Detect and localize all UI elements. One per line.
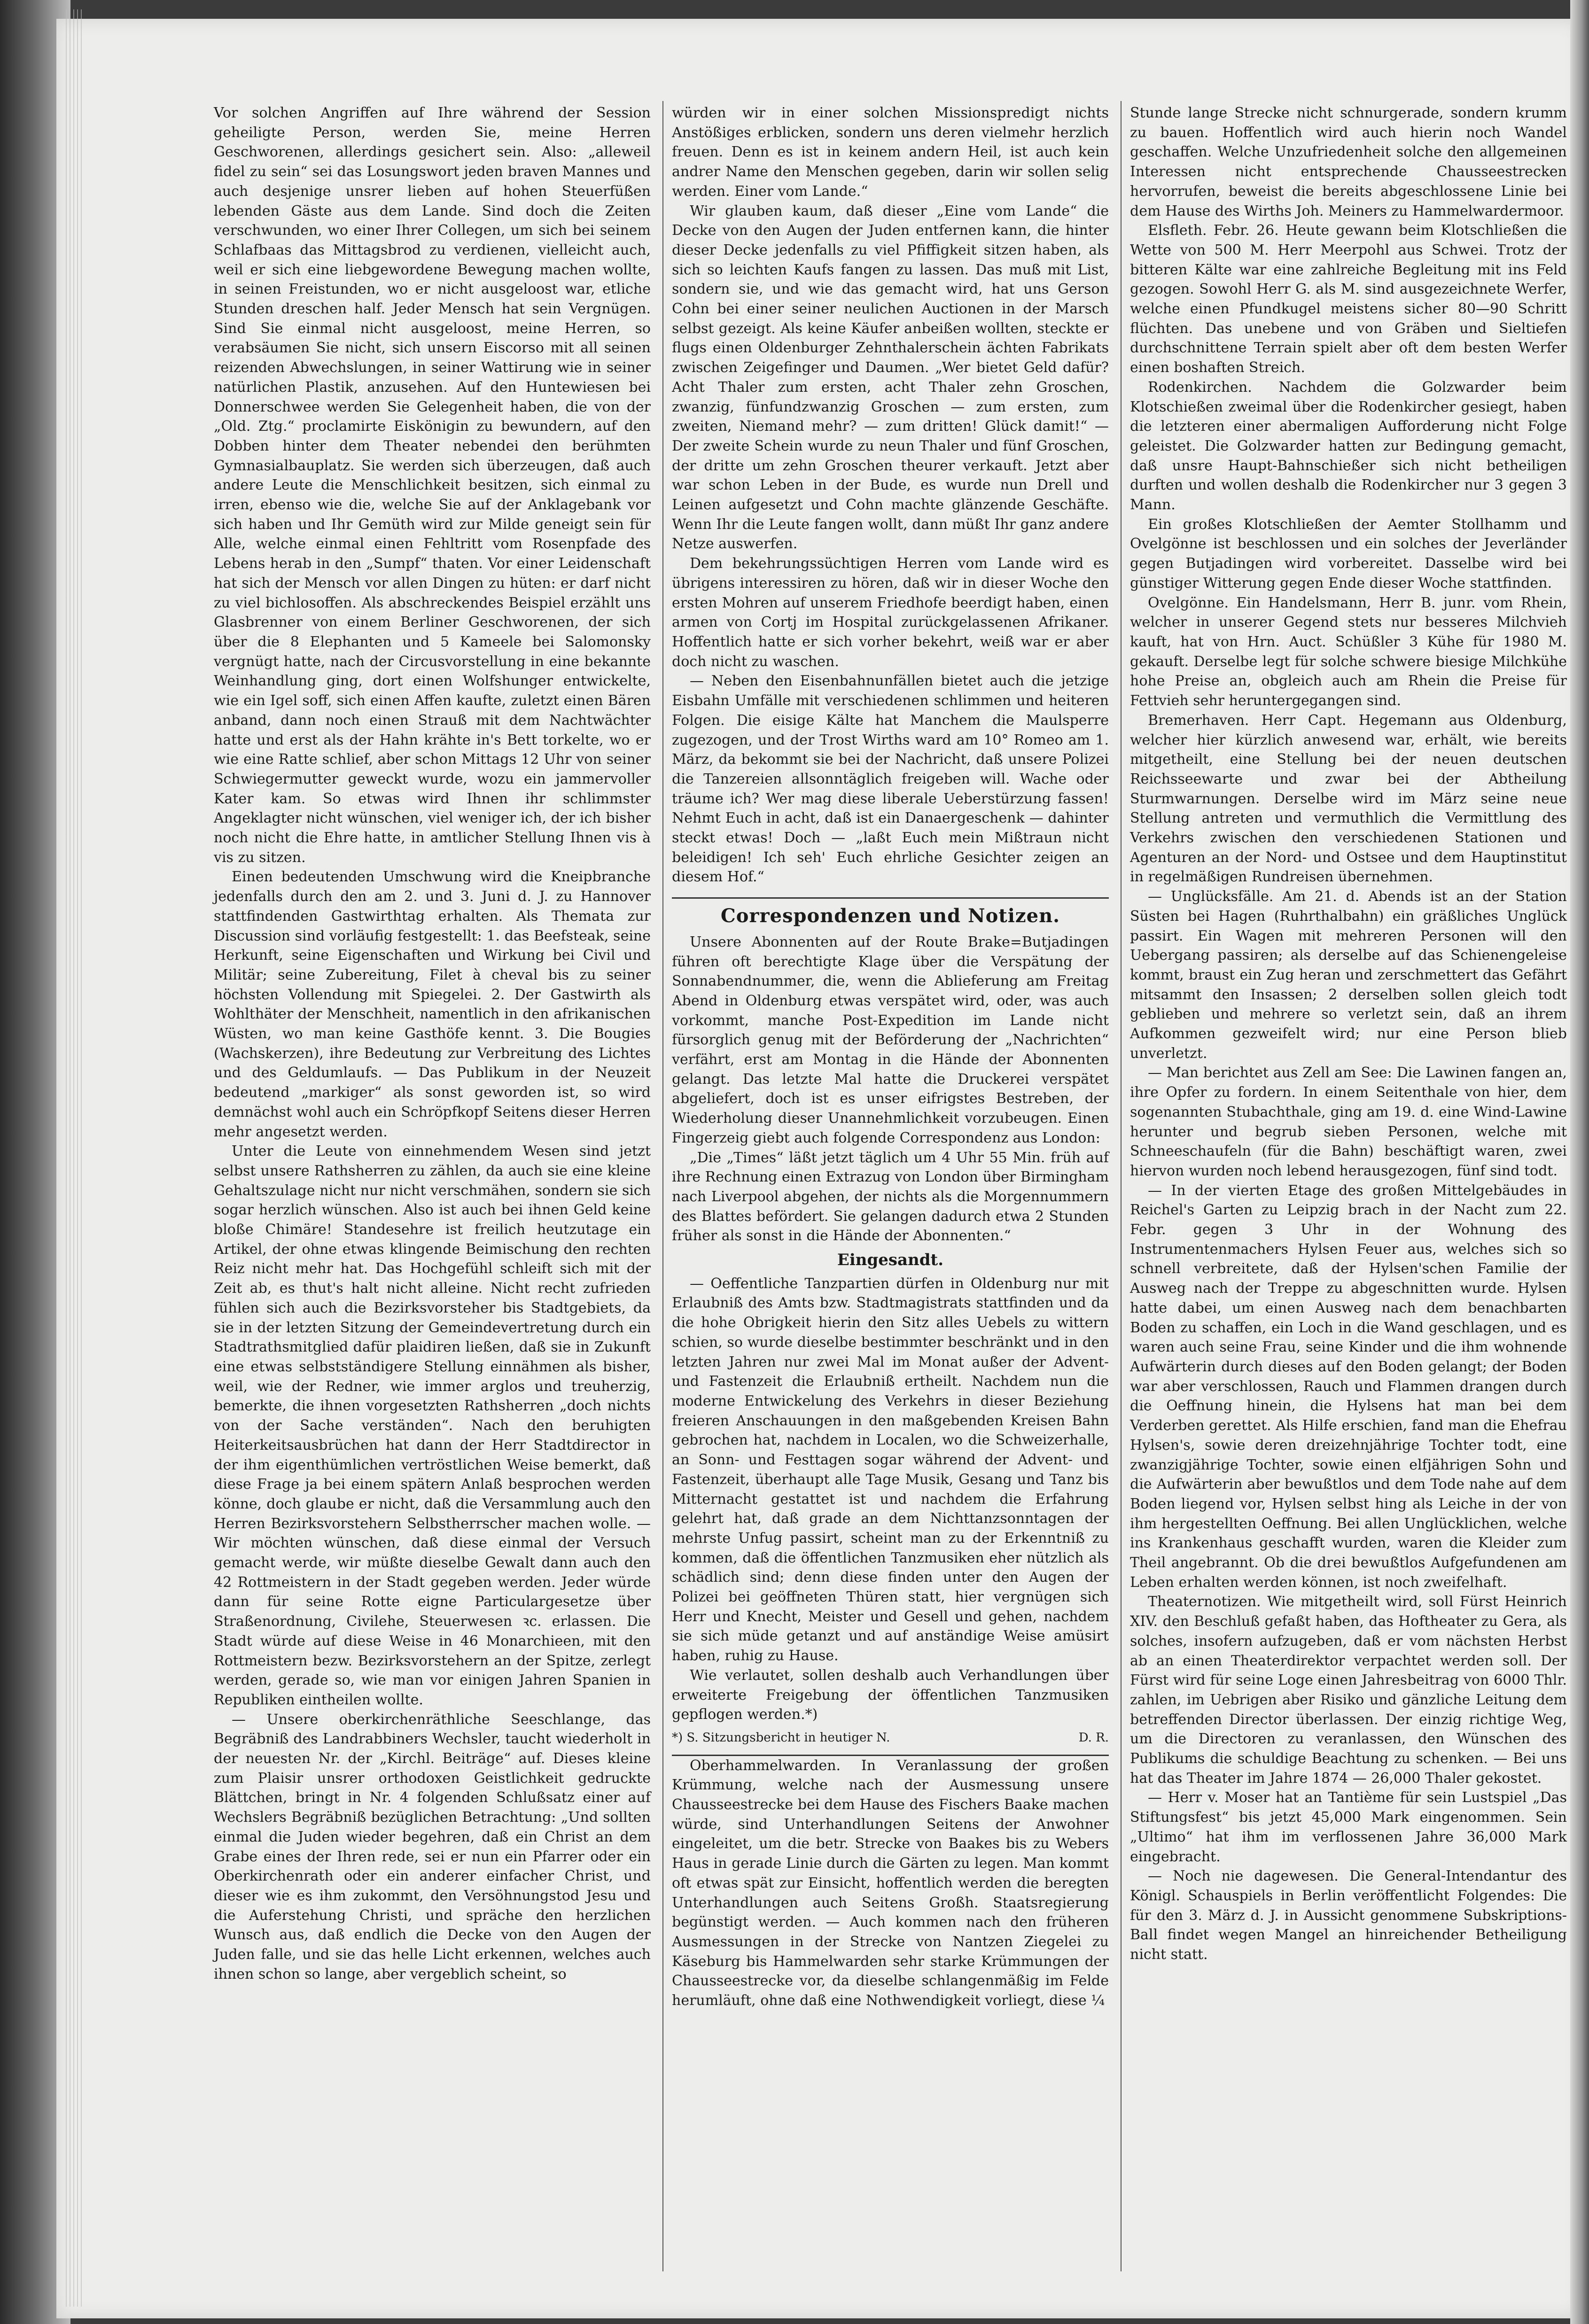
article-paragraph: Unsere Abonnenten auf der Route Brake=Butjadingen führen oft berechtigte Klage über die Verspätung der Sonnabendnummer, die, wenn die Ablieferung am Freitag Abend in Oldenburg etwas verspätet wird, oder, was auch vorkommt, manche Post-Expedition im Lande nicht fürsorglich genug mit der Beförderung der „Nachrichten“ verfährt, erst am Montag in die Hände der Abonnenten gelangt. Das letzte Mal hatte die Druckerei verspätet abgeliefert, doch ist es unser eifrigstes Bestreben, der Wiederholung dieser Unannehmlichkeit vorzubeugen. Einen Fingerzeig giebt auch folgende Correspondenz aus London: — [672, 933, 1109, 1146]
article-paragraph: Einen bedeutenden Umschwung wird die Kneipbranche jedenfalls durch den am 2. und 3. Juni d. J. zu Hannover stattfindenden Gastwirthtag erhalten. Als Themata zur Discussion sind vorläufig festgestellt: 1. das Beefsteak, seine Herkunft, seine Eigenschaften und Wirkung bei Civil und Militär; seine Zubereitung, Filet à cheval bis zu seiner höchsten Vollendung mit Spiegelei. 2. Der Gastwirth als Wohlthäter der Menschheit, namentlich in den afrikanischen Wüsten, wo man keine Gasthöfe kennt. 3. Die Bougies (Wachskerzen), ihre Bedeutung zur Verbreitung des Lichtes und des Geldumlaufs. — Das Publikum in der Neuzeit bedeutend „markiger“ als sonst geworden ist, so wird demnächst wohl auch ein Schröpfkopf Seitens dieser Herren mehr angesetzt werden. — [214, 869, 651, 1140]
article-paragraph: Wir glauben kaum, daß dieser „Eine vom Lande“ die Decke von den Augen der Juden entfernen kann, die hinter dieser Decke jedenfalls zu viel Pfiffigkeit sitzen haben, als sich so leichten Kaufs fangen zu lassen. Das muß mit List, sondern sie, und wie das gemacht wird, hat uns Gerson Cohn bei einer seiner neulichen Auctionen in der Marsch selbst gezeigt. Als keine Käufer anbeißen wollten, steckte er flugs einen Oldenburger Zehnthalerschein ächten Fabrikats zwischen Zeigefinger und Daumen. „Wer bietet Geld dafür? Acht Thaler zum ersten, acht Thaler zehn Groschen, zwanzig, fünfundzwanzig Groschen — zum ersten, zum zweiten, Niemand mehr? — zum dritten! Glück damit!“ — Der zweite Schein wurde zu neun Thaler und fünf Groschen, der dritte um zehn Groschen theurer verkauft. Jetzt aber war schon Leben in der Bude, es wurde nun Drell und Leinen aufgesetzt und Cohn machte glänzende Geschäfte. Wenn Ihr die Leute fangen wollt, dann müßt Ihr ganz andere Netze auswerfen. — [672, 202, 1109, 552]
article-paragraph: Oberhammelwarden. In Veranlassung der großen Krümmung, welche nach der Ausmessung unsere Chausseestrecke bei dem Hause des Fischers Baake machen würde, sind Unterhandlungen Seitens der Anwohner eingeleitet, um die betr. Strecke von Baakes bis zu Webers Haus in gerade Linie durch die Gärten zu legen. Man kommt oft etwas spät zur Einsicht, hoffentlich werden die beregten Unterhandlungen auch Seitens Großh. Staatsregierung begünstigt werden. — Auch kommen nach den früheren Ausmessungen in der Strecke von Nantzen Ziegelei zu Käseburg bis Hammelwarden sehr starke Krümmungen der Chausseestrecke vor, da dieselbe schlangenmäßig im Felde herumläuft, ohne daß eine Nothwendigkeit vorliegt, diese ¼ — [672, 1757, 1109, 2009]
article-paragraph: — Noch nie dagewesen. Die General-Intendantur des Königl. Schauspiels in Berlin veröffentlicht Folgendes: Die für den 3. März d. J. in Aussicht genommene Subskriptions-Ball findet wegen Mangel an hinreichender Betheiligung nicht statt. — [1130, 1868, 1567, 1963]
subsection-title: Eingesandt. — [837, 1251, 944, 1270]
column-1 — [214, 103, 651, 1984]
article-paragraph: Dem bekehrungssüchtigen Herren vom Lande wird es übrigens interessiren zu hören, daß wir in dieser Woche den ersten Mohren auf unserem Friedhofe beerdigt haben, einen armen von Cortj im Hospital zurückgelassenen Afrikaner. Hoffentlich hatte er sich vorher bekehrt, weiß war er aber doch nicht zu waschen. — [672, 555, 1109, 670]
article-paragraph: — Neben den Eisenbahnunfällen bietet auch die jetzige Eisbahn Umfälle mit verschiedenen schlimmen und heiteren Folgen. Die eisige Kälte hat Manchem die Maulsperre zugezogen, und der Trost Wirths ward am 10° Romeo am 1. März, da bekommt sie bei der Nachricht, daß unsere Polizei die Tanzereien allsonntäglich freigeben will. Wache oder träume ich? Wer mag diese liberale Ueberstürzung fassen! Nehmt Euch in acht, daß ist ein Danaergeschenk — dahinter steckt etwas! Doch — „laßt Euch mein Mißtraun nicht beleidigen! Ich seh' Euch ehrliche Gesichter zeigen an diesem Hof.“ — [672, 673, 1109, 886]
article-paragraph: Stunde lange Strecke nicht schnurgerade, sondern krumm zu bauen. Hoffentlich wird auch hierin noch Wandel geschaffen. Welche Unzufriedenheit solche den allgemeinen Interessen nicht entsprechende Chausseestrecken hervorrufen, beweist die bereits abgeschlossene Linie bei dem Hause des Wirths Joh. Meiners zu Hammelwardermoor. — [1130, 105, 1567, 219]
article-paragraph: Unter die Leute von einnehmendem Wesen sind jetzt selbst unsere Rathsherren zu zählen, da auch sie eine kleine Gehaltszulage nicht nur nicht verschmähen, sondern sie sich sogar herzlich wünschen. Also ist auch bei ihnen Geld keine bloße Chimäre! Standesehre ist freilich heutzutage ein Artikel, der ohne etwas klingende Beimischung den rechten Reiz nicht mehr hat. Das Hochgefühl schleift sich mit der Zeit ab, es thut's halt nicht alleine. Nicht recht zufrieden fühlen sich auch die Bezirksvorsteher bis Stadtgebiets, da sie in der letzten Sitzung der Gemeindevertretung durch ein Stadtrathsmitglied dafür plaidiren ließen, daß sie in Zukunft eine etwas selbstständigere Stellung einnähmen als bisher, weil, wie der Redner, wie immer arglos und treuherzig, bemerkte, die ihnen vorgesetzten Rathsherren „doch nichts von der Sache verständen“. Nach den beruhigten Heiterkeitsausbrüchen hat dann der Herr Stadtdirector in der ihm eigenthümlichen vertröstlichen Weise bemerkt, daß diese Frage ja bei einem spätern Anlaß besprochen werden könne, doch glaube er nicht, daß die Versammlung auch den Herren Bezirksvorstehern Selbstherrscher machen wolle. — Wir möchten wünschen, daß diese einmal der Versuch gemacht werde, wir müßte dieselbe Gewalt dann auch den 42 Rottmeistern in der Stadt gegeben werden. Jeder würde dann für seine Rotte eigne Particulargesetze über Straßenordnung, Civilehe, Steuerwesen ꝛc. erlassen. Die Stadt würde auf diese Weise in 46 Monarchieen, mit den Rottmeistern bezw. Bezirksvorstehern an der Spitze, zerlegt werden, gerade so, wie man vor einigen Jahren Spanien in Republiken eintheilen wollte. — [214, 1143, 651, 1708]
article-paragraph: Ein großes Klotschließen der Aemter Stollhamm und Ovelgönne ist beschlossen und ein solches der Jeverländer gegen Butjadingen wird vorbereitet. Dasselbe wird bei günstiger Witterung gegen Ende dieser Woche stattfinden. — [1130, 516, 1567, 591]
article-paragraph: Vor solchen Angriffen auf Ihre während der Session geheiligte Person, werden Sie, meine Herren Geschworenen, allerdings gesichert sein. Also: „alleweil fidel zu sein“ sei das Losungswort jeden braven Mannes und auch desjenige unsrer lieben auf hohen Steuerfüßen lebenden Gäste aus dem Lande. Sind doch die Zeiten verschwunden, wo einer Ihrer Collegen, um sich bei seinem Schlafbaas das Mittagsbrod zu verdienen, vielleicht auch, weil er sich eine liebgewordene Bewegung machen wollte, in seinen Freistunden, wo er nicht ausgeloost war, etliche Stunden dreschen half. Jeder Mensch hat sein Vergnügen. Sind Sie einmal nicht ausgeloost, meine Herren, so verabsäumen Sie nicht, sich unsern Eiscorso mit all seinen reizenden Abwechslungen, in seiner Wattirung wie in seiner natürlichen Plastik, anzusehen. Auf den Huntewiesen bei Donnerschwee werden Sie Gelegenheit haben, die von der „Old. Ztg.“ proclamirte Eiskönigin zu bewundern, auf den Dobben hinter dem Theater nebendei den berühmten Gymnasialbauplatz. Sie werden sich überzeugen, daß auch andere Leute die Menschlichkeit besitzen, sich einmal zu irren, ebenso wie die, welche Sie auf der Anklagebank vor sich haben und Ihr Gemüth wird zur Milde geneigt sein für Alle, welche einmal einen Fehltritt vom Rosenpfade des Lebens herab in den „Sumpf“ thaten. Vor einer Leidenschaft hat sich der Mensch vor allen Dingen zu hüten: er darf nicht zu viel bichlosoffen. Als abschreckendes Beispiel erzählt uns Glasbrenner von einem Berliner Geschworenen, der sich über die 8 Elephanten und 5 Kameele bei Salomonsky vergnügt hatte, nach der Circusvorstellung in eine bekannte Weinhandlung ging, dort einen Wolfshunger entwickelte, wie ein Igel soff, sich einen Affen kaufte, zuletzt einen Bären anband, dann noch einen Strauß mit dem Nachtwächter hatte und erst als der Hahn krähte in's Bett torkelte, wo er wie eine Ratte schlief, aber schon Mittags 12 Uhr von seiner Schwiegermutter geweckt wurde, wozu ein jammervoller Kater kam. So etwas wird Ihnen ihr schlimmster Angeklagter nicht wünschen, viel weniger ich, der ich bisher noch nicht die Ehre hatte, in amtlicher Stellung Ihnen vis à vis zu sitzen. — [214, 105, 651, 866]
footnote-text: *) S. Sitzungsbericht in heutiger N. — [672, 1730, 890, 1745]
article-paragraph: Elsfleth. Febr. 26. Heute gewann beim Klotschließen die Wette von 500 M. Herr Meerpohl aus Schwei. Trotz der bitteren Kälte war eine zahlreiche Begleitung mit ins Feld gezogen. Sowohl Herr G. als M. sind ausgezeichnete Werfer, welche einen Pfundkugel meistens sicher 80—90 Schritt flüchten. Das unebene und von Gräben und Sieltiefen durchschnittene Terrain spielt aber oft dem besten Werfer einen boshaften Streich. — [1130, 222, 1567, 376]
column-rule-2 — [1121, 101, 1122, 2271]
article-paragraph: — Oeffentliche Tanzpartien dürfen in Oldenburg nur mit Erlaubniß des Amts bzw. Stadtmagistrats stattfinden und da die hohe Obrigkeit hierin den Sitz alles Uebels zu wittern schien, so wurde dieselbe bestimmter beschränkt und in den letzten Jahren nur zwei Mal im Monat außer der Advent- und Fastenzeit die Erlaubniß ertheilt. Nachdem nun die moderne Entwickelung des Verkehrs in dieser Beziehung freieren Anschauungen in den maßgebenden Kreisen Bahn gebrochen hat, nachdem in Localen, wo die Schweizerhalle, an Sonn- und Festtagen sogar während der Advent- und Fastenzeit, überhaupt alle Tage Musik, Gesang und Tanz bis Mitternacht gestattet ist und nachdem die Erfahrung gelehrt hat, daß grade an dem Nichttanzsonntagen der mehrste Unfug passirt, scheint man zu der Erkenntniß zu kommen, daß die öffentlichen Tanzmusiken eher nützlich als schädlich sind; denn diese finden unter den Augen der Polizei bei geöffneten Thüren statt, hier vergnügen sich Herr und Knecht, Meister und Gesell und gehen, nachdem sie sich müde getanzt und auf anständige Weise amüsirt haben, ruhig zu Hause. — [672, 1275, 1109, 1664]
section-divider — [672, 897, 1109, 899]
column-2 — [672, 103, 1109, 2011]
article-paragraph: — Herr v. Moser hat an Tantième für sein Lustspiel „Das Stiftungsfest“ bis jetzt 45,000 Mark eingenommen. Sein „Ultimo“ hat ihm im verflossenen Jahre 36,000 Mark eingebracht. — [1130, 1789, 1567, 1865]
article-paragraph: Rodenkirchen. Nachdem die Golzwarder beim Klotschießen zweimal über die Rodenkircher gesiegt, haben die letzteren einer abermaligen Aufforderung nicht Folge geleistet. Die Golzwarder hatten zur Bedingung gemacht, daß unsre Haupt-Bahnschießer sich nicht betheiligen durften und wollen deshalb die Rodenkircher nur 3 gegen 3 Mann. — [1130, 379, 1567, 513]
page-edge-right — [1570, 0, 1589, 2324]
article-paragraph: — Unsere oberkirchenräthliche Seeschlange, das Begräbniß des Landrabbiners Wechsler, taucht wiederholt in der neuesten Nr. der „Kirchl. Beiträge“ auf. Dieses kleine zum Plaisir unsrer orthodoxen Geistlichkeit gedruckte Blättchen, bringt in Nr. 4 folgenden Schlußsatz einer auf Wechslers Begräbniß bezüglichen Betrachtung: „Und sollten einmal die Juden wieder begehren, daß ein Christ an dem Grabe eines der Ihren rede, sei er nun ein Pfarrer oder ein Oberkirchenrath oder ein anderer einfacher Christ, und dieser wie es ihm zukommt, den Versöhnungstod Jesu und die Auferstehung Christi, und spräche den herzlichen Wunsch aus, daß endlich die Decke von den Augen der Juden falle, und sie das helle Licht erkennen, welches auch ihnen schon so lange, aber vergeblich scheint, so — [214, 1711, 651, 1982]
section-title: Correspondenzen und Notizen. — [720, 905, 1060, 927]
article-paragraph: — Unglücksfälle. Am 21. d. Abends ist an der Station Süsten bei Hagen (Ruhrthalbahn) ein gräßliches Unglück passirt. Ein Wagen mit mehreren Personen will den Uebergang passiren; als derselbe auf das Schienengeleise kommt, braust ein Zug heran und zerschmettert das Gefährt mitsammt den Insassen; 2 derselben sollen gleich todt geblieben und mehrere so verletzt sein, daß an ihrem Aufkommen gezweifelt wird; nur eine Person blieb unverletzt. — [1130, 888, 1567, 1062]
article-paragraph: — Man berichtet aus Zell am See: Die Lawinen fangen an, ihre Opfer zu fordern. In einem Seitenthale von hier, dem sogenannten Stubachthale, ging am 19. d. eine Wind-Lawine herunter und begrub sieben Personen, welche mit Schneeschaufeln (für die Bahn) beschäftigt waren, zwei hiervon wurden noch lebend herausgezogen, fünf sind todt. — [1130, 1065, 1567, 1179]
footnote — [672, 1728, 1109, 1748]
article-paragraph: — In der vierten Etage des großen Mittelgebäudes in Reichel's Garten zu Leipzig brach in der Nacht zum 22. Febr. gegen 3 Uhr in der Wohnung des Instrumentenmachers Hylsen Feuer aus, welches sich so schnell verbreitete, daß der Hylsen'schen Familie der Ausweg nach der Treppe zu abgeschnitten wurde. Hylsen hatte dabei, um einen Ausweg nach dem benachbarten Boden zu schaffen, ein Loch in die Wand geschlagen, und es waren auch seine Frau, seine Kinder und die ihm wohnende Aufwärterin durch dieses auf den Boden gelangt; der Boden war aber verschlossen, Rauch und Flammen drangen durch die Oeffnung hinein, die Hylsens hat man bei dem Verderben gerettet. Als Hilfe erschien, fand man die Ehefrau Hylsen's, sowie deren dreizehnjährige Tochter todt, eine zwanzigjährige Tochter, sowie einen elfjährigen Sohn und die Aufwärterin aber bewußtlos und dem Tode nahe auf dem Boden liegend vor, Hylsen selbst hing als Leiche in der von ihm hergestellten Oeffnung. Bei allen Unglücklichen, welche ins Krankenhaus geschafft wurden, waren die Kleider zum Theil angebrannt. Ob die drei bewußtlos Aufgefundenen am Leben erhalten werden können, ist noch zweifelhaft. — [1130, 1182, 1567, 1591]
article-paragraph: Wie verlautet, sollen deshalb auch Verhandlungen über erweiterte Freigebung der öffentlichen Tanzmusiken gepflogen werden.*) — [672, 1667, 1109, 1723]
article-paragraph: „Die „Times“ läßt jetzt täglich um 4 Uhr 55 Min. früh auf ihre Rechnung einen Extrazug von London über Birmingham nach Liverpool abgehen, der nichts als die Morgennummern des Blattes befördert. Sie gelangen dadurch etwa 2 Stunden früher als sonst in die Hände der Abonnenten.“ — [672, 1149, 1109, 1244]
footnote-signature: D. R. — [1078, 1730, 1109, 1745]
column-rule-1 — [662, 101, 663, 2271]
article-paragraph: Ovelgönne. Ein Handelsmann, Herr B. junr. vom Rhein, welcher in unserer Gegend stets nur besseres Milchvieh kauft, hat von Hrn. Auct. Schüßler 3 Kühe für 1980 M. gekauft. Derselbe legt für solche schwere biesige Milchkühe hohe Preise an, obgleich auch am Rhein die Preise für Fettvieh sehr heruntergegangen sind. — [1130, 594, 1567, 709]
article-paragraph: Bremerhaven. Herr Capt. Hegemann aus Oldenburg, welcher hier kürzlich anwesend war, erhält, wie bereits mitgetheilt, eine Stellung bei der neuen deutschen Reichsseewarte und zwar bei der Abtheilung Sturmwarnungen. Derselbe wird im März seine neue Stellung antreten und vermuthlich die Vermittlung des Verkehrs zwischen den verschiedenen Stationen und Agenturen an der Nord- und Ostsee und dem Hauptinstitut in regelmäßigen Rundreisen übernehmen. — [1130, 712, 1567, 886]
column-3 — [1130, 103, 1567, 1965]
page-stack-edge — [66, 9, 85, 2307]
article-paragraph: Theaternotizen. Wie mitgetheilt wird, soll Fürst Heinrich XIV. den Beschluß gefaßt haben, das Hoftheater zu Gera, als solches, insofern aufzugeben, daß er vom nächsten Herbst ab an einen Theaterdirektor verpachtet werden soll. Der Fürst wird für seine Loge einen Jahresbeitrag von 6000 Thlr. zahlen, im Uebrigen aber Risiko und gänzliche Leitung dem betreffenden Director überlassen. Der einzig richtige Weg, um die Directoren zu veranlassen, den Wünschen des Publikums die schuldige Beachtung zu schenken. — Bei uns hat das Theater im Jahre 1874 — 26,000 Thaler gekostet. — [1130, 1593, 1567, 1787]
article-paragraph: würden wir in einer solchen Missionspredigt nichts Anstößiges erblicken, sondern uns deren vielmehr herzlich freuen. Denn es ist in keinem andern Heil, ist auch kein andrer Name den Menschen gegeben, darin wir sollen selig werden. Einer vom Lande.“ — [672, 105, 1109, 200]
